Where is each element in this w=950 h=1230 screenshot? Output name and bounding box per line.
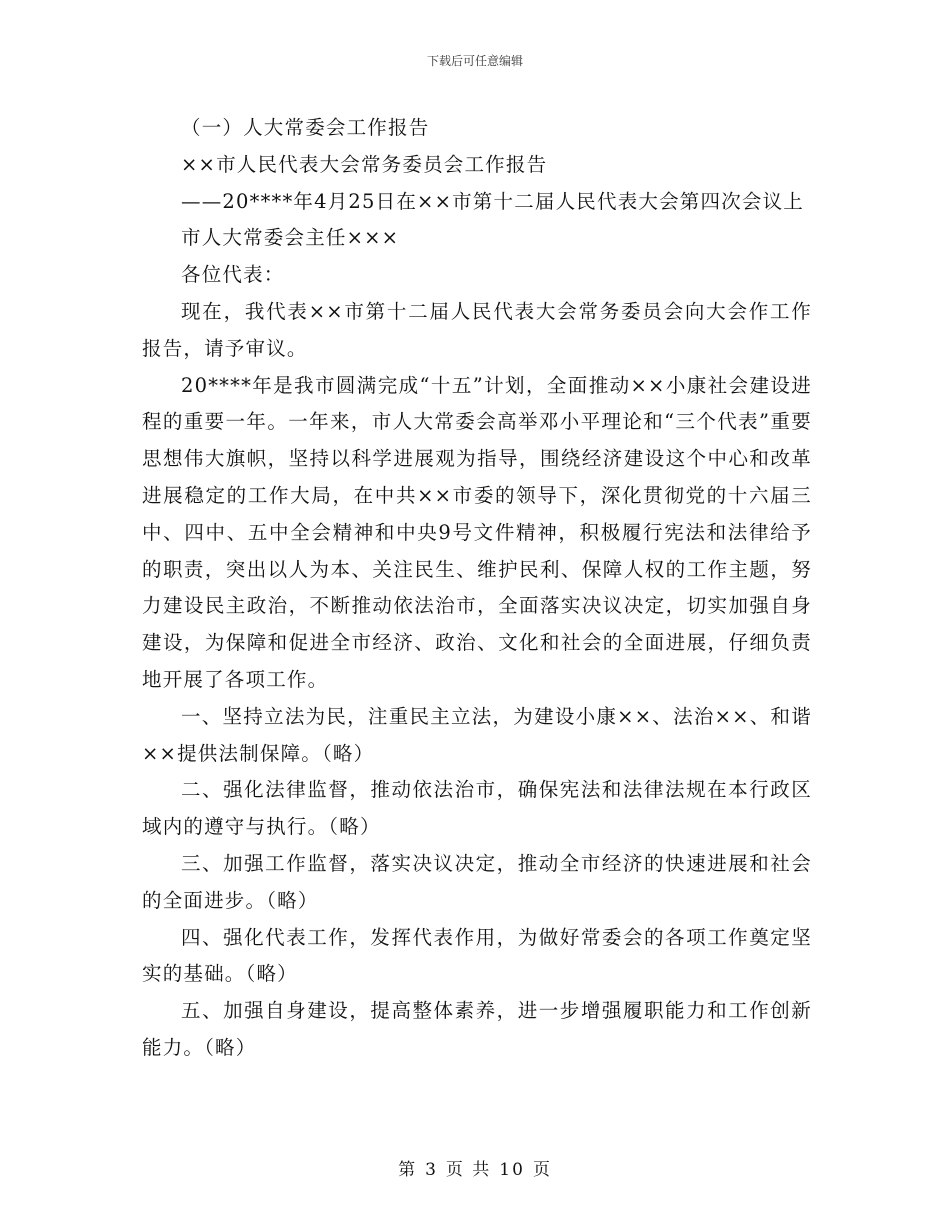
page-header-note: 下载后可任意编辑 — [426, 54, 523, 68]
paragraph-point-3: 三、加强工作监督，落实决议决定，推动全市经济的快速进展和社会的全面进步。（略） — [142, 851, 812, 912]
paragraph-point-5: 五、加强自身建设，提高整体素养，进一步增强履职能力和工作创新能力。（略） — [142, 999, 812, 1059]
paragraph-overview: 20****年是我市圆满完成“十五”计划，全面推动××小康社会建设进程的重要一年。一年来，市人大常委会高举邓小平理论和“三个代表”重要思想伟大旗帜，坚持以科学进展观为指导，围绕经济建设这个中心和改革进展稳定的工作大局，在中共××市委的领导下，深化贯彻党的十六届三中、四中、五中全会精神和中央9号文件精神，积极履行宪法和法律给予的职责，突出以人为本、关注民生、维护民利、保障人权的工作主题，努力建设民主政治，不断推动依法治市，全面落实决议决定，切实加强自身建设，为保障和促进全市经济、政治、文化和社会的全面进展，仔细负责地开展了各项工作。 — [142, 373, 812, 691]
paragraph-point-1: 一、坚持立法为民，注重民主立法，为建设小康××、法治××、和谐××提供法制保障。（略） — [142, 704, 812, 765]
page-footer — [0, 1155, 950, 1180]
document-body — [142, 110, 812, 1067]
footer-prefix: 第 — [398, 1160, 418, 1180]
footer-total-pages: 10 — [499, 1160, 525, 1180]
footer-suffix: 页 — [532, 1160, 552, 1180]
report-author: 市人大常委会主任××× — [181, 226, 400, 250]
paragraph-point-2: 二、强化法律监督，推动依法治市，确保宪法和法律法规在本行政区域内的遵守与执行。（略） — [142, 778, 812, 839]
report-title: ××市人民代表大会常务委员会工作报告 — [181, 152, 548, 176]
salutation: 各位代表： — [181, 263, 285, 287]
paragraph-intro: 现在，我代表××市第十二届人民代表大会常务委员会向大会作工作报告，请予审议。 — [142, 299, 812, 360]
section-heading: （一）人大常委会工作报告 — [181, 116, 430, 139]
footer-mid: 页 共 — [445, 1160, 492, 1180]
paragraph-point-4: 四、强化代表工作，发挥代表作用，为做好常委会的各项工作奠定坚实的基础。（略） — [142, 925, 812, 986]
report-subtitle: ——20****年4月25日在××市第十二届人民代表大会第四次会议上 — [181, 189, 805, 213]
footer-current-page: 3 — [425, 1160, 438, 1180]
